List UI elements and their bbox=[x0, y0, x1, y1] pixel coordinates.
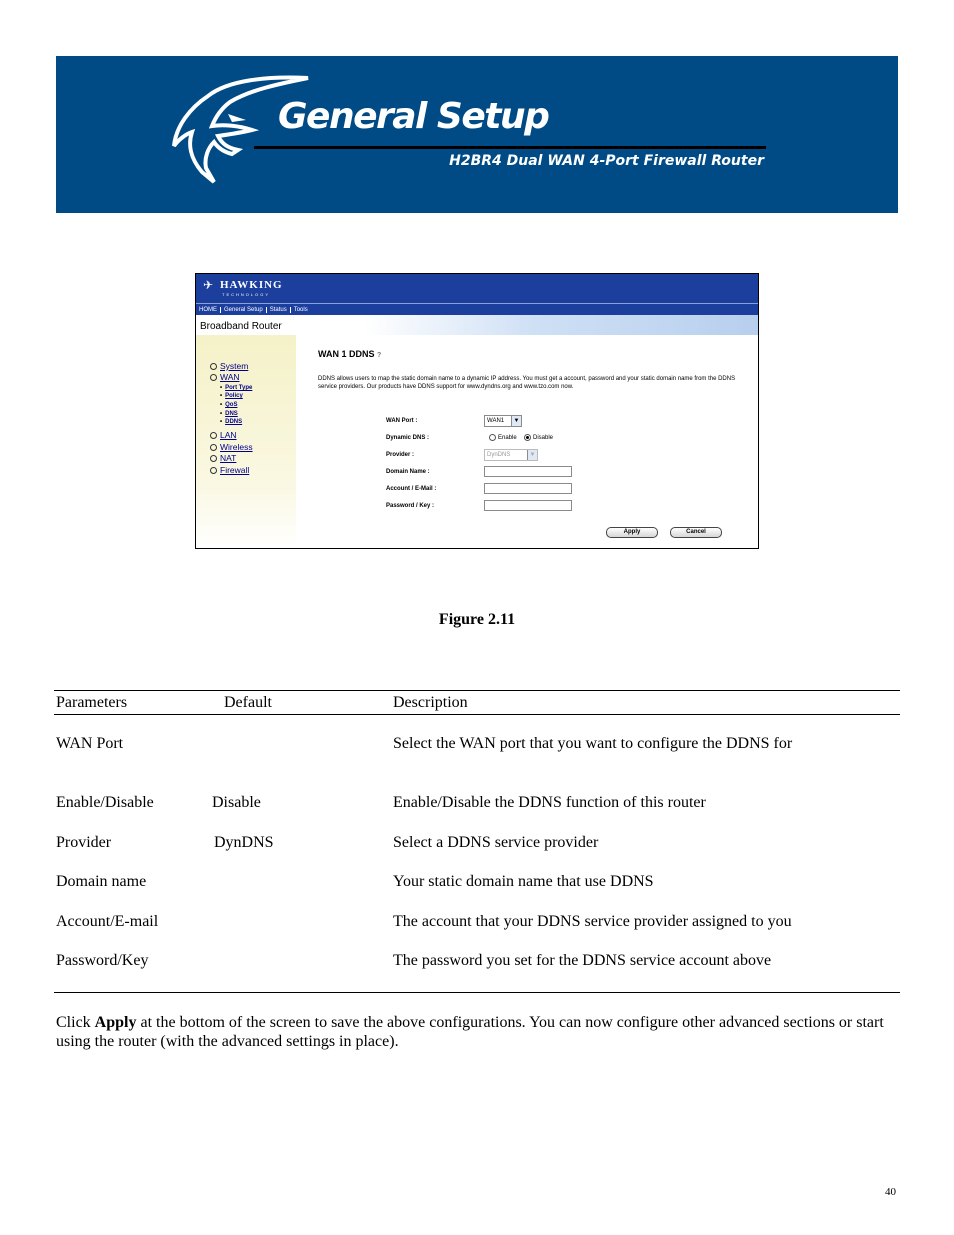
wan-port-label: WAN Port : bbox=[386, 418, 418, 424]
header-banner bbox=[56, 56, 898, 213]
table-row-default: DynDNS bbox=[214, 834, 274, 851]
section-title: Broadband Router bbox=[200, 321, 282, 332]
table-row-param: Account/E-mail bbox=[56, 913, 159, 930]
nav-status[interactable]: Status bbox=[267, 307, 291, 313]
col-header-parameters: Parameters bbox=[56, 694, 128, 711]
section-titlebar bbox=[196, 315, 758, 335]
table-row-param: WAN Port bbox=[56, 735, 124, 752]
chevron-down-icon: ▼ bbox=[527, 450, 537, 460]
figure-caption: Figure 2.11 bbox=[438, 611, 516, 628]
table-bottom-rule bbox=[54, 992, 900, 993]
table-row-default: Disable bbox=[212, 794, 261, 811]
apply-emphasis: Apply bbox=[94, 1014, 137, 1031]
table-row-desc: Your static domain name that use DDNS bbox=[393, 873, 654, 890]
table-header-rule bbox=[54, 714, 900, 715]
account-label: Account / E-Mail : bbox=[386, 486, 437, 492]
provider-select[interactable]: DynDNS ▼ bbox=[484, 449, 538, 461]
table-row-param: Password/Key bbox=[56, 952, 149, 969]
help-icon[interactable]: ? bbox=[377, 352, 382, 359]
nav-general-setup[interactable]: General Setup bbox=[221, 307, 267, 313]
chevron-down-icon: ▼ bbox=[511, 416, 521, 426]
sidebar-item-wan[interactable]: WAN bbox=[210, 372, 240, 382]
sidebar bbox=[196, 335, 296, 548]
provider-label: Provider : bbox=[386, 452, 415, 458]
router-ui-screenshot bbox=[195, 273, 759, 549]
top-nav bbox=[196, 303, 758, 315]
sidebar-sub-qos[interactable]: • QoS bbox=[220, 402, 237, 408]
table-row-desc: The account that your DDNS service provider assigned to you bbox=[393, 913, 792, 930]
domain-name-input[interactable] bbox=[484, 466, 572, 477]
sidebar-sub-policy[interactable]: • Policy bbox=[220, 393, 243, 399]
sidebar-item-wireless[interactable]: Wireless bbox=[210, 442, 253, 452]
nav-tools[interactable]: Tools bbox=[293, 306, 308, 313]
radio-icon bbox=[489, 434, 496, 441]
brand-name: HAWKING bbox=[220, 279, 283, 291]
sidebar-sub-port-type[interactable]: • Port Type bbox=[220, 385, 252, 391]
disable-radio[interactable]: Disable bbox=[524, 434, 553, 441]
radio-bullet-icon bbox=[210, 455, 217, 462]
ddns-description: DDNS allows users to map the static domain name to a dynamic IP address. You must get a account, password and your static domain name from the DDNS service providers. Our products have DDNS support for www.dyndns.org and www.tzo.com now. bbox=[318, 376, 736, 390]
nav-home[interactable]: HOME bbox=[196, 307, 221, 313]
table-row-desc: The password you set for the DDNS service account above bbox=[393, 952, 772, 969]
table-row-desc: Enable/Disable the DDNS function of this router bbox=[393, 794, 706, 811]
table-row-desc: Select a DDNS service provider bbox=[393, 834, 599, 851]
hawk-logo-icon: ✈ bbox=[203, 278, 214, 292]
brand-tagline: TECHNOLOGY bbox=[222, 292, 271, 297]
sidebar-item-nat[interactable]: NAT bbox=[210, 453, 236, 463]
page-title: General Setup bbox=[278, 96, 549, 137]
cancel-button[interactable]: Cancel bbox=[670, 527, 722, 538]
radio-bullet-icon bbox=[210, 467, 217, 474]
sidebar-sub-ddns[interactable]: • DDNS bbox=[220, 419, 242, 425]
table-row-desc: Select the WAN port that you want to configure the DDNS for bbox=[393, 735, 793, 752]
radio-bullet-icon bbox=[210, 363, 217, 370]
ddns-page-title: WAN 1 DDNS ? bbox=[318, 349, 382, 359]
sidebar-sub-dns[interactable]: • DNS bbox=[220, 411, 238, 417]
sidebar-item-firewall[interactable]: Firewall bbox=[210, 465, 249, 475]
title-underline bbox=[254, 146, 766, 149]
radio-bullet-icon bbox=[210, 432, 217, 439]
page-number: 40 bbox=[885, 1186, 896, 1198]
domain-name-label: Domain Name : bbox=[386, 469, 430, 475]
enable-radio[interactable]: Enable bbox=[489, 434, 517, 441]
product-subtitle: H2BR4 Dual WAN 4-Port Firewall Router bbox=[449, 153, 764, 169]
col-header-default: Default bbox=[224, 694, 272, 711]
sidebar-item-system[interactable]: System bbox=[210, 361, 248, 371]
table-row-param: Domain name bbox=[56, 873, 147, 890]
dynamic-dns-label: Dynamic DNS : bbox=[386, 435, 430, 441]
col-header-description: Description bbox=[393, 694, 468, 711]
radio-bullet-icon bbox=[210, 374, 217, 381]
apply-button[interactable]: Apply bbox=[606, 527, 658, 538]
table-top-rule bbox=[54, 690, 900, 691]
password-input[interactable] bbox=[484, 500, 572, 511]
table-row-param: Enable/Disable bbox=[56, 794, 154, 811]
radio-bullet-icon bbox=[210, 444, 217, 451]
instruction-paragraph: Click Apply at the bottom of the screen to save the above configurations. You can now configure other advanced sections or start using the router (with the advanced settings in place). bbox=[56, 1014, 884, 1050]
router-header bbox=[196, 274, 758, 303]
radio-selected-icon bbox=[524, 434, 531, 441]
wan-port-select[interactable]: WAN1 ▼ bbox=[484, 415, 522, 427]
sidebar-item-lan[interactable]: LAN bbox=[210, 430, 237, 440]
password-label: Password / Key : bbox=[386, 503, 435, 509]
table-row-param: Provider bbox=[56, 834, 112, 851]
account-input[interactable] bbox=[484, 483, 572, 494]
